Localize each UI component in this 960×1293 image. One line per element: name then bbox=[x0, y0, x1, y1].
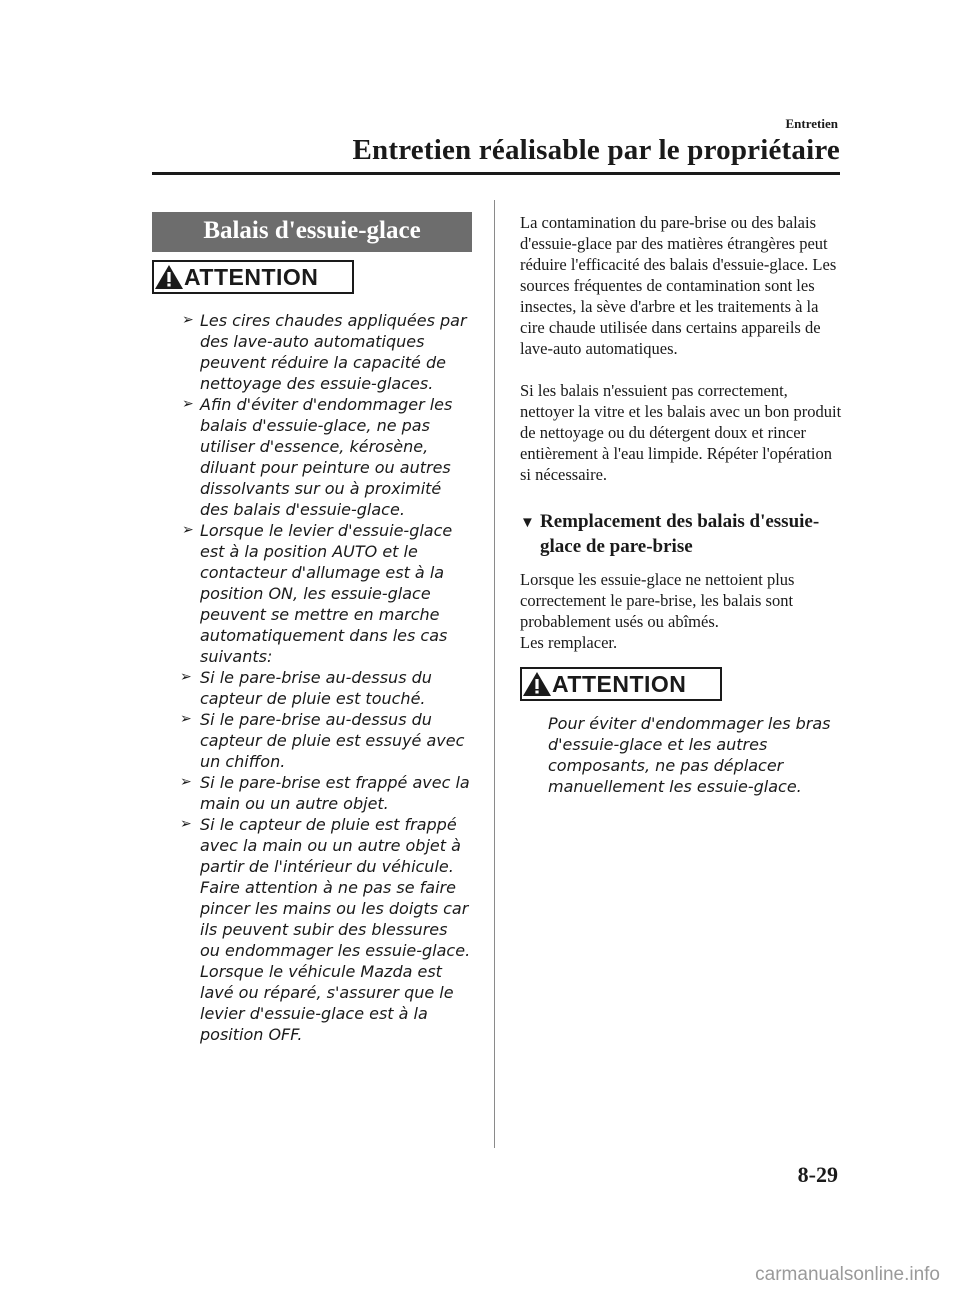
header-section: Entretien bbox=[785, 116, 838, 131]
warning-note: Faire attention à ne pas se faire pincer les mains ou les doigts car ils peuvent subir des blessures ou endommager les essuie-glace. Lorsque le véhicule Mazda est lavé ou réparé, s'assurer que le levier d'essuie-glace est à la position OFF. bbox=[200, 878, 471, 1044]
page-number: 8-29 bbox=[797, 1162, 838, 1187]
arrow-bullet-icon: ➢ bbox=[182, 522, 194, 538]
arrow-bullet-icon: ➢ bbox=[180, 816, 192, 832]
attention-label: ATTENTION bbox=[552, 670, 687, 697]
column-divider bbox=[494, 200, 495, 1148]
left-column bbox=[152, 212, 472, 1045]
attention-box bbox=[152, 260, 354, 294]
warning-list bbox=[152, 310, 472, 1045]
sub-list-item bbox=[134, 814, 472, 877]
triangle-marker-icon: ▼ bbox=[520, 515, 535, 531]
warning-triangle-icon bbox=[154, 264, 184, 290]
subsection-heading-text: Remplacement des balais d'essuie-glace de pare-brise bbox=[540, 511, 820, 557]
body-paragraph: Les remplacer. bbox=[520, 633, 618, 652]
body-paragraph: Lorsque les essuie-glace ne nettoient plus correctement le pare-brise, les balais sont probablement usés ou abîmés. bbox=[520, 570, 795, 631]
subsection-heading bbox=[520, 509, 844, 559]
arrow-bullet-icon: ➢ bbox=[182, 312, 194, 328]
arrow-bullet-icon: ➢ bbox=[180, 669, 192, 685]
sub-list-item bbox=[134, 667, 472, 709]
warning-triangle-icon bbox=[522, 671, 552, 697]
sub-list-item bbox=[134, 772, 472, 814]
list-item bbox=[152, 520, 472, 667]
right-column bbox=[520, 212, 844, 797]
sub-list-item-text: Si le pare-brise au-dessus du capteur de pluie est essuyé avec un chiffon. bbox=[200, 710, 465, 771]
sub-list bbox=[152, 667, 472, 877]
section-banner: Balais d'essuie-glace bbox=[152, 212, 472, 252]
sub-list-item-text: Si le pare-brise est frappé avec la main ou un autre objet. bbox=[200, 773, 470, 813]
arrow-bullet-icon: ➢ bbox=[182, 396, 194, 412]
watermark: carmanualsonline.info bbox=[755, 1264, 940, 1285]
list-item bbox=[152, 310, 472, 394]
header-rule bbox=[152, 172, 840, 175]
sub-list-item bbox=[134, 709, 472, 772]
attention-box bbox=[520, 667, 722, 701]
list-item-text: Lorsque le levier d'essuie-glace est à la position AUTO et le contacteur d'allumage est à la position ON, les essuie-glace peuvent se mettre en marche automatiquement dans les cas suivants: bbox=[200, 521, 453, 666]
attention-text: Pour éviter d'endommager les bras d'essuie-glace et les autres composants, ne pas déplacer manuellement les essuie-glace. bbox=[548, 714, 831, 796]
sub-list-item-text: Si le capteur de pluie est frappé avec la main ou un autre objet à partir de l'intérieur du véhicule. bbox=[200, 815, 461, 876]
arrow-bullet-icon: ➢ bbox=[180, 774, 192, 790]
list-item-text: Les cires chaudes appliquées par des lave-auto automatiques peuvent réduire la capacité de nettoyage des essuie-glaces. bbox=[200, 311, 467, 393]
sub-list-item-text: Si le pare-brise au-dessus du capteur de pluie est touché. bbox=[200, 668, 432, 708]
arrow-bullet-icon: ➢ bbox=[180, 711, 192, 727]
list-item-text: Afin d'éviter d'endommager les balais d'essuie-glace, ne pas utiliser d'essence, kérosène, diluant pour peinture ou autres dissolvants sur ou à proximité des balais d'essuie-glace. bbox=[200, 395, 453, 519]
list-item bbox=[152, 394, 472, 520]
page-title: Entretien réalisable par le propriétaire bbox=[352, 134, 840, 166]
body-paragraph: La contamination du pare-brise ou des balais d'essuie-glace par des matières étrangères peut réduire l'efficacité des balais d'essuie-glace. Les sources fréquentes de contamination sont les insectes, la sève d'arbre et les traitements à la cire chaude utilisée dans certains appareils de lave-auto automatiques. bbox=[520, 213, 837, 358]
body-paragraph: Si les balais n'essuient pas correctement, nettoyer la vitre et les balais avec un bon produit de nettoyage ou du détergent doux et rincer entièrement à l'eau limpide. Répéter l'opération si nécessaire. bbox=[520, 381, 842, 484]
attention-label: ATTENTION bbox=[184, 263, 319, 290]
